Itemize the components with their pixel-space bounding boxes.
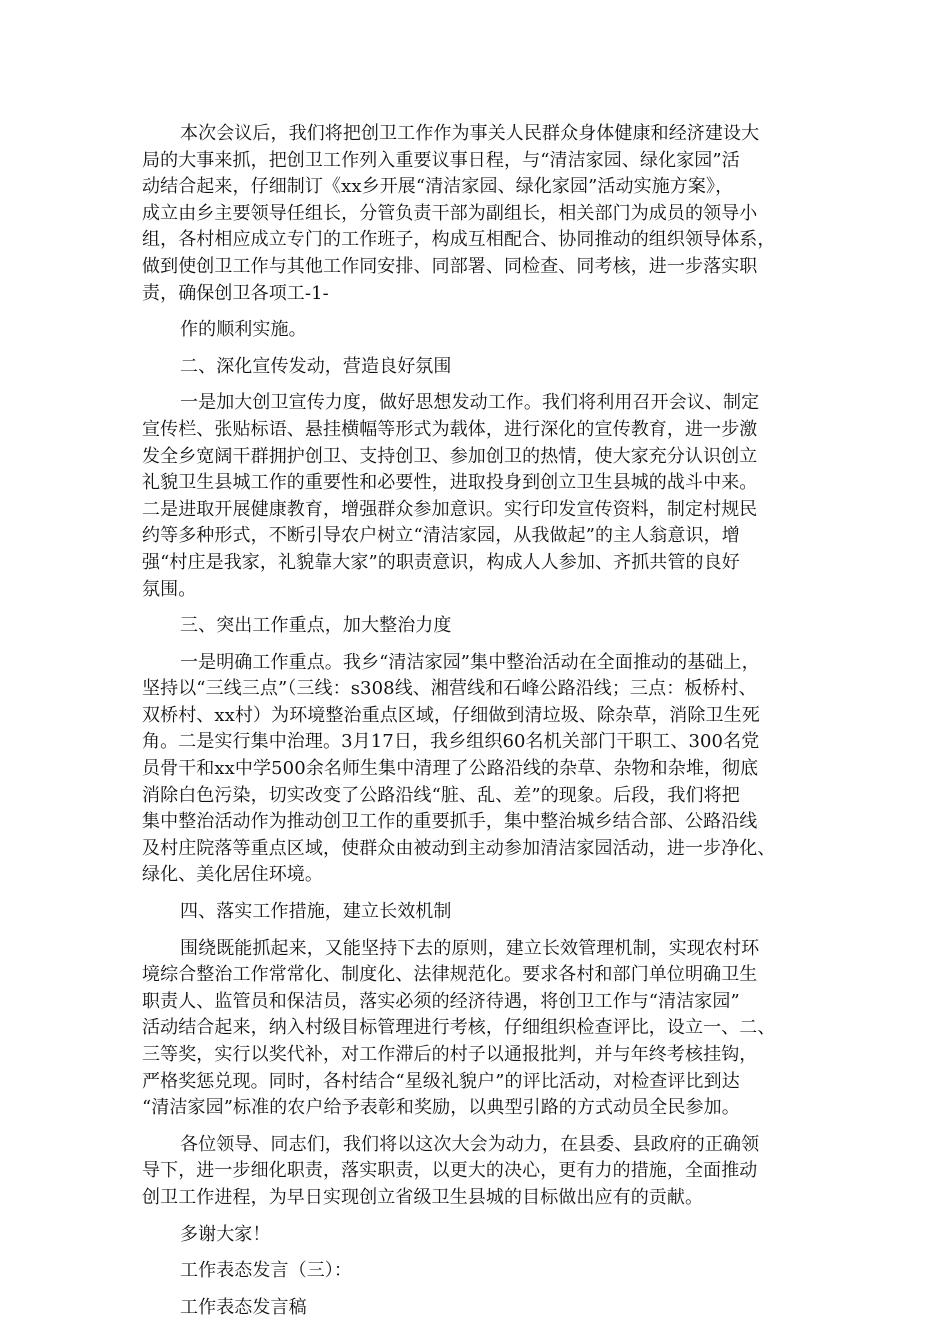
text-line: 境综合整治工作常常化、制度化、法律规范化。要求各村和部门单位明确卫生 bbox=[142, 964, 758, 986]
text-line: 三等奖，实行以奖代补，对工作滞后的村子以通报批判，并与年终考核挂钩， bbox=[142, 1044, 758, 1065]
text-line: 成立由乡主要领导任组长，分管负责干部为副组长，相关部门为成员的领导小 bbox=[142, 202, 758, 224]
paragraph-p10 bbox=[142, 1222, 810, 1249]
paragraph-p4 bbox=[142, 390, 810, 603]
text-line: 角。二是实行集中治理。3月17日，我乡组织60名机关部门干职工、300名党 bbox=[142, 731, 760, 753]
text-line: 工作表态发言稿 bbox=[180, 1296, 307, 1318]
text-line: 宣传栏、张贴标语、悬挂横幅等形式为载体，进行深化的宣传教育，进一步激 bbox=[142, 418, 758, 440]
text-line: 二是进取开展健康教育，增强群众参加意识。实行印发宣传资料，制定村规民 bbox=[142, 498, 758, 520]
text-line: 工作表态发言（三）： bbox=[180, 1260, 352, 1282]
paragraph-p7 bbox=[142, 899, 810, 926]
text-line: 礼貌卫生县城工作的重要性和必要性，进取投身到创立卫生县城的战斗中来。 bbox=[142, 472, 758, 494]
text-line: 作的顺利实施。 bbox=[180, 319, 307, 341]
text-line: 一是明确工作重点。我乡“清洁家园”集中整治活动在全面推动的基础上， bbox=[180, 651, 760, 673]
document-body bbox=[142, 121, 810, 1321]
text-line: 坚持以“三线三点”（三线：s308线、湘营线和石峰公路沿线；三点：板桥村、 bbox=[142, 678, 757, 700]
text-line: 一是加大创卫宣传力度，做好思想发动工作。我们将利用召开会议、制定 bbox=[180, 392, 760, 414]
text-line: “清洁家园”标准的农户给予表彰和奖励，以典型引路的方式动员全民参加。 bbox=[142, 1097, 740, 1119]
text-line: 绿化、美化居住环境。 bbox=[142, 864, 323, 886]
text-line: 多谢大家！ bbox=[180, 1223, 271, 1245]
text-line: 动结合起来，仔细制订《xx乡开展“清洁家园、绿化家园”活动实施方案》， bbox=[142, 176, 734, 198]
text-line: 二、深化宣传发动，营造良好氛围 bbox=[180, 355, 452, 377]
text-line: 及村庄院落等重点区域，使群众由被动到主动参加清洁家园活动，进一步净化、 bbox=[142, 837, 776, 859]
text-line: 导下，进一步细化职责，落实职责，以更大的决心，更有力的措施，全面推动 bbox=[142, 1160, 758, 1182]
text-line: 双桥村、xx村）为环境整治重点区域，仔细做到清垃圾、除杂草，消除卫生死 bbox=[142, 704, 760, 726]
text-line: 四、落实工作措施，建立长效机制 bbox=[180, 901, 452, 923]
text-line: 围绕既能抓起来，又能坚持下去的原则，建立长效管理机制，实现农村环 bbox=[180, 937, 760, 959]
text-line: 发全乡宽阔干群拥护创卫、支持创卫、参加创卫的热情，使大家充分认识创立 bbox=[142, 445, 758, 467]
text-line: 创卫工作进程，为早日实现创立省级卫生县城的目标做出应有的贡献。 bbox=[142, 1186, 704, 1208]
paragraph-p5 bbox=[142, 613, 810, 640]
paragraph-p8 bbox=[142, 936, 810, 1122]
text-line: 组，各村相应成立专门的工作班子，构成互相配合、协同推动的组织领导体系， bbox=[142, 229, 776, 251]
text-line: 严格奖惩兑现。同时，各村结合“星级礼貌户”的评比活动，对检查评比到达 bbox=[142, 1070, 740, 1092]
text-line: 消除白色污染，切实改变了公路沿线“脏、乱、差”的现象。后段，我们将把 bbox=[142, 784, 740, 806]
text-line: 强“村庄是我家，礼貌靠大家”的职责意识，构成人人参加、齐抓共管的良好 bbox=[142, 551, 740, 573]
text-line: 三、突出工作重点，加大整治力度 bbox=[180, 615, 452, 637]
text-line: 各位领导、同志们，我们将以这次大会为动力，在县委、县政府的正确领 bbox=[180, 1133, 760, 1155]
paragraph-p9 bbox=[142, 1132, 810, 1212]
text-line: 约等多种形式，不断引导农户树立“清洁家园，从我做起”的主人翁意识，增 bbox=[142, 525, 740, 547]
paragraph-p6 bbox=[142, 650, 810, 889]
text-line: 局的大事来抓，把创卫工作列入重要议事日程，与“清洁家园、绿化家园”活 bbox=[142, 149, 740, 171]
paragraph-p2 bbox=[142, 317, 810, 344]
text-line: 员骨干和xx中学500余名师生集中清理了公路沿线的杂草、杂物和杂堆，彻底 bbox=[142, 758, 759, 780]
text-line: 本次会议后，我们将把创卫工作作为事关人民群众身体健康和经济建设大 bbox=[180, 123, 760, 144]
text-line: 责，确保创卫各项工-1- bbox=[142, 282, 329, 304]
text-line: 做到使创卫工作与其他工作同安排、同部署、同检查、同考核，进一步落实职 bbox=[142, 255, 758, 277]
text-line: 集中整治活动作为推动创卫工作的重要抓手，集中整治城乡结合部、公路沿线 bbox=[142, 811, 758, 833]
paragraph-p12 bbox=[142, 1295, 810, 1322]
text-line: 职责人、监管员和保洁员，落实必须的经济待遇，将创卫工作与“清洁家园” bbox=[142, 990, 740, 1012]
paragraph-p1 bbox=[142, 121, 810, 307]
paragraph-p11 bbox=[142, 1258, 810, 1285]
text-line: 氛围。 bbox=[142, 578, 197, 600]
paragraph-p3 bbox=[142, 354, 810, 381]
text-line: 活动结合起来，纳入村级目标管理进行考核，仔细组织检查评比，设立一、二、 bbox=[142, 1017, 776, 1039]
